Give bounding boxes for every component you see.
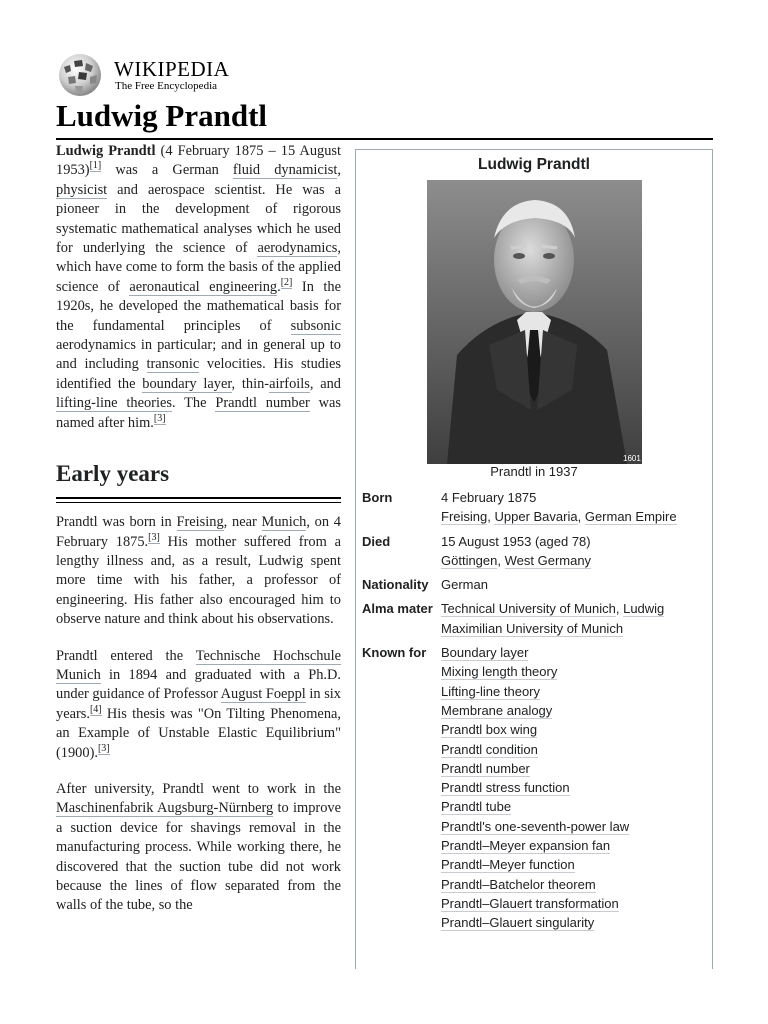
known-for-item bbox=[441, 913, 707, 932]
text: was a German bbox=[101, 162, 233, 179]
text: Prandtl entered the bbox=[56, 647, 196, 664]
ref-link[interactable]: [3] bbox=[97, 742, 110, 754]
born-place bbox=[441, 507, 707, 526]
known-for-item bbox=[441, 740, 707, 759]
ref-link[interactable]: [3] bbox=[148, 531, 160, 543]
ref-link[interactable]: [3] bbox=[153, 412, 166, 424]
ref-link[interactable]: [1] bbox=[89, 160, 102, 172]
ref-link[interactable]: [4] bbox=[89, 703, 102, 715]
reference-1[interactable] bbox=[90, 160, 102, 172]
nationality-value: German bbox=[441, 577, 488, 593]
link-physicist[interactable]: physicist bbox=[56, 181, 108, 198]
text: in six years. bbox=[56, 686, 341, 722]
known-for-item bbox=[441, 894, 707, 913]
known-for-item bbox=[441, 875, 707, 894]
text: (4 February 1875 – 15 August 1953) bbox=[56, 143, 342, 179]
text: In the 1920s, he developed the mathematical basis for the fundamental principles of bbox=[56, 278, 341, 334]
known-for-link[interactable]: Lifting-line theory bbox=[441, 683, 540, 699]
known-for-link[interactable]: Prandtl–Glauert singularity bbox=[441, 915, 595, 931]
reference-3[interactable] bbox=[98, 743, 110, 755]
infobox-row-known-for bbox=[362, 643, 707, 932]
known-for-item bbox=[441, 720, 707, 739]
known-for-value bbox=[441, 643, 707, 932]
early-years-paragraph-3 bbox=[56, 780, 341, 916]
link-subsonic[interactable]: subsonic bbox=[290, 317, 341, 334]
known-for-item bbox=[441, 797, 707, 816]
known-for-link[interactable]: Prandtl–Meyer expansion fan bbox=[441, 838, 611, 854]
known-for-item bbox=[441, 643, 707, 662]
link-aerodynamics[interactable]: aerodynamics bbox=[257, 240, 338, 257]
link-lifting-line-theories[interactable]: lifting-line theories bbox=[56, 395, 172, 412]
text: and aerospace scientist. He was a pioneer in the development of rigorous systematic mathematical analyses which he used for underlying the science of bbox=[56, 181, 341, 257]
separator: , bbox=[577, 509, 585, 525]
text: was named after him. bbox=[56, 395, 341, 431]
known-for-item bbox=[441, 778, 707, 797]
known-for-link[interactable]: Boundary layer bbox=[441, 645, 529, 661]
separator: , bbox=[487, 509, 495, 525]
link-munich[interactable]: Munich bbox=[261, 514, 307, 531]
reference-4[interactable] bbox=[90, 704, 102, 716]
link-west-germany[interactable]: West Germany bbox=[504, 552, 592, 568]
reference-3[interactable] bbox=[148, 532, 160, 544]
section-heading-early-years: Early years bbox=[56, 459, 341, 499]
known-for-item bbox=[441, 701, 707, 720]
text: His mother suffered from a lengthy illness and, as a result, Ludwig spent more time with his father, a professor of engineering. His father also encouraged him to observe nature and think about his observations. bbox=[56, 533, 341, 628]
text: , bbox=[337, 162, 341, 179]
photo-mark: 1601 bbox=[623, 454, 641, 463]
ref-link[interactable]: [2] bbox=[280, 276, 293, 288]
link-fluid-dynamicist[interactable]: fluid dynamicist bbox=[232, 162, 338, 179]
portrait-illustration bbox=[427, 180, 642, 464]
text: . bbox=[277, 278, 281, 295]
link-german-empire[interactable]: German Empire bbox=[584, 509, 677, 525]
link-technische-hochschule-munich[interactable]: Technische Hochschule Munich bbox=[56, 647, 341, 683]
wikipedia-wordmark[interactable]: WIKIPEDIA bbox=[114, 57, 230, 81]
page-title: Ludwig Prandtl bbox=[56, 96, 713, 140]
known-for-link[interactable]: Prandtl stress function bbox=[441, 780, 570, 796]
subject-name: Ludwig Prandtl bbox=[56, 143, 156, 159]
known-for-link[interactable]: Prandtl–Meyer function bbox=[441, 857, 575, 873]
alma-mater-value bbox=[441, 599, 707, 638]
text: , thin- bbox=[231, 375, 270, 392]
known-for-link[interactable]: Mixing length theory bbox=[441, 664, 558, 680]
nationality-label: Nationality bbox=[362, 577, 429, 593]
known-for-label: Known for bbox=[362, 645, 427, 661]
portrait-photo[interactable] bbox=[427, 180, 642, 464]
known-for-list bbox=[441, 643, 707, 932]
died-place bbox=[441, 551, 707, 570]
link-airfoils[interactable]: airfoils bbox=[269, 375, 310, 392]
wikipedia-tagline: The Free Encyclopedia bbox=[115, 80, 218, 92]
link-freising[interactable]: Freising bbox=[441, 509, 488, 525]
born-date: 4 February 1875 bbox=[441, 490, 537, 505]
reference-2[interactable] bbox=[281, 277, 293, 289]
early-years-paragraph-1 bbox=[56, 513, 341, 629]
known-for-item bbox=[441, 682, 707, 701]
separator: , bbox=[615, 601, 624, 617]
link-freising[interactable]: Freising bbox=[176, 514, 224, 531]
infobox-title: Ludwig Prandtl bbox=[478, 156, 590, 173]
born-label: Born bbox=[362, 490, 393, 505]
wikipedia-globe-logo[interactable] bbox=[56, 53, 104, 97]
text: . The bbox=[171, 395, 216, 412]
died-value bbox=[441, 532, 707, 571]
known-for-item bbox=[441, 817, 707, 836]
text: to improve a suction device for shavings removal in the manufacturing process. While working there, he discovered that the suction tube did not work because the lines of flow separated from the walls of the tube, so the bbox=[56, 800, 341, 914]
died-date: 15 August 1953 (aged 78) bbox=[441, 533, 591, 549]
photo-caption: Prandtl in 1937 bbox=[490, 464, 578, 479]
link-maschinenfabrik-augsburg-nurnberg[interactable]: Maschinenfabrik Augsburg-Nürnberg bbox=[56, 800, 274, 817]
known-for-item bbox=[441, 836, 707, 855]
link-gottingen[interactable]: Göttingen bbox=[441, 552, 498, 568]
link-aeronautical-engineering[interactable]: aeronautical engineering bbox=[129, 278, 278, 295]
infobox-row-nationality bbox=[362, 575, 707, 594]
infobox-row-died bbox=[362, 532, 707, 571]
text: in 1894 and graduated with a Ph.D. under guidance of Professor bbox=[56, 666, 341, 703]
known-for-link[interactable]: Prandtl number bbox=[441, 760, 530, 776]
text: Prandtl was born in bbox=[56, 514, 177, 531]
text: , and bbox=[309, 375, 341, 392]
link-prandtl-number[interactable]: Prandtl number bbox=[215, 395, 310, 412]
site-header bbox=[56, 53, 356, 99]
text: , on 4 February 1875. bbox=[56, 514, 341, 550]
text: , which have come to form the basis of the applied science of bbox=[56, 240, 341, 295]
infobox-row-born bbox=[362, 488, 707, 527]
infobox-rows bbox=[362, 488, 707, 938]
alma-mater-label: Alma mater bbox=[362, 601, 433, 617]
known-for-link[interactable]: Membrane analogy bbox=[441, 702, 553, 718]
known-for-item bbox=[441, 759, 707, 778]
link-boundary-layer[interactable]: boundary layer bbox=[142, 375, 232, 392]
text: velocities. His studies identified the bbox=[56, 356, 341, 392]
intro-paragraph bbox=[56, 142, 341, 433]
link-august-foeppl[interactable]: August Foeppl bbox=[220, 686, 306, 703]
known-for-link[interactable]: Prandtl condition bbox=[441, 741, 538, 757]
text: His thesis was "On Tilting Phenomena, an Example of Unstable Elastic Equilibrium" (1900). bbox=[56, 705, 341, 761]
article-body bbox=[56, 142, 341, 933]
known-for-item bbox=[441, 855, 707, 874]
separator: , bbox=[497, 552, 505, 568]
known-for-link[interactable]: Prandtl's one-seventh-power law bbox=[441, 818, 630, 834]
link-ludwig-maximilian-university[interactable]: Ludwig Maximilian University of Munich bbox=[441, 601, 665, 636]
infobox bbox=[355, 149, 713, 969]
text: , near bbox=[223, 514, 262, 531]
text: aerodynamics in particular; and in general up to and including bbox=[56, 337, 341, 373]
known-for-link[interactable]: Prandtl box wing bbox=[441, 722, 538, 738]
born-value bbox=[441, 488, 707, 527]
text: After university, Prandtl went to work in the bbox=[56, 780, 341, 797]
link-technical-university-of-munich[interactable]: Technical University of Munich bbox=[441, 601, 616, 617]
known-for-item bbox=[441, 662, 707, 681]
known-for-link[interactable]: Prandtl–Batchelor theorem bbox=[441, 876, 596, 892]
early-years-paragraph-2 bbox=[56, 647, 341, 763]
reference-3[interactable] bbox=[154, 413, 166, 425]
died-label: Died bbox=[362, 533, 391, 549]
known-for-link[interactable]: Prandtl–Glauert transformation bbox=[441, 895, 619, 911]
link-transonic[interactable]: transonic bbox=[146, 356, 200, 373]
link-upper-bavaria[interactable]: Upper Bavaria bbox=[494, 509, 578, 525]
known-for-link[interactable]: Prandtl tube bbox=[441, 799, 512, 815]
infobox-row-alma-mater bbox=[362, 599, 707, 638]
